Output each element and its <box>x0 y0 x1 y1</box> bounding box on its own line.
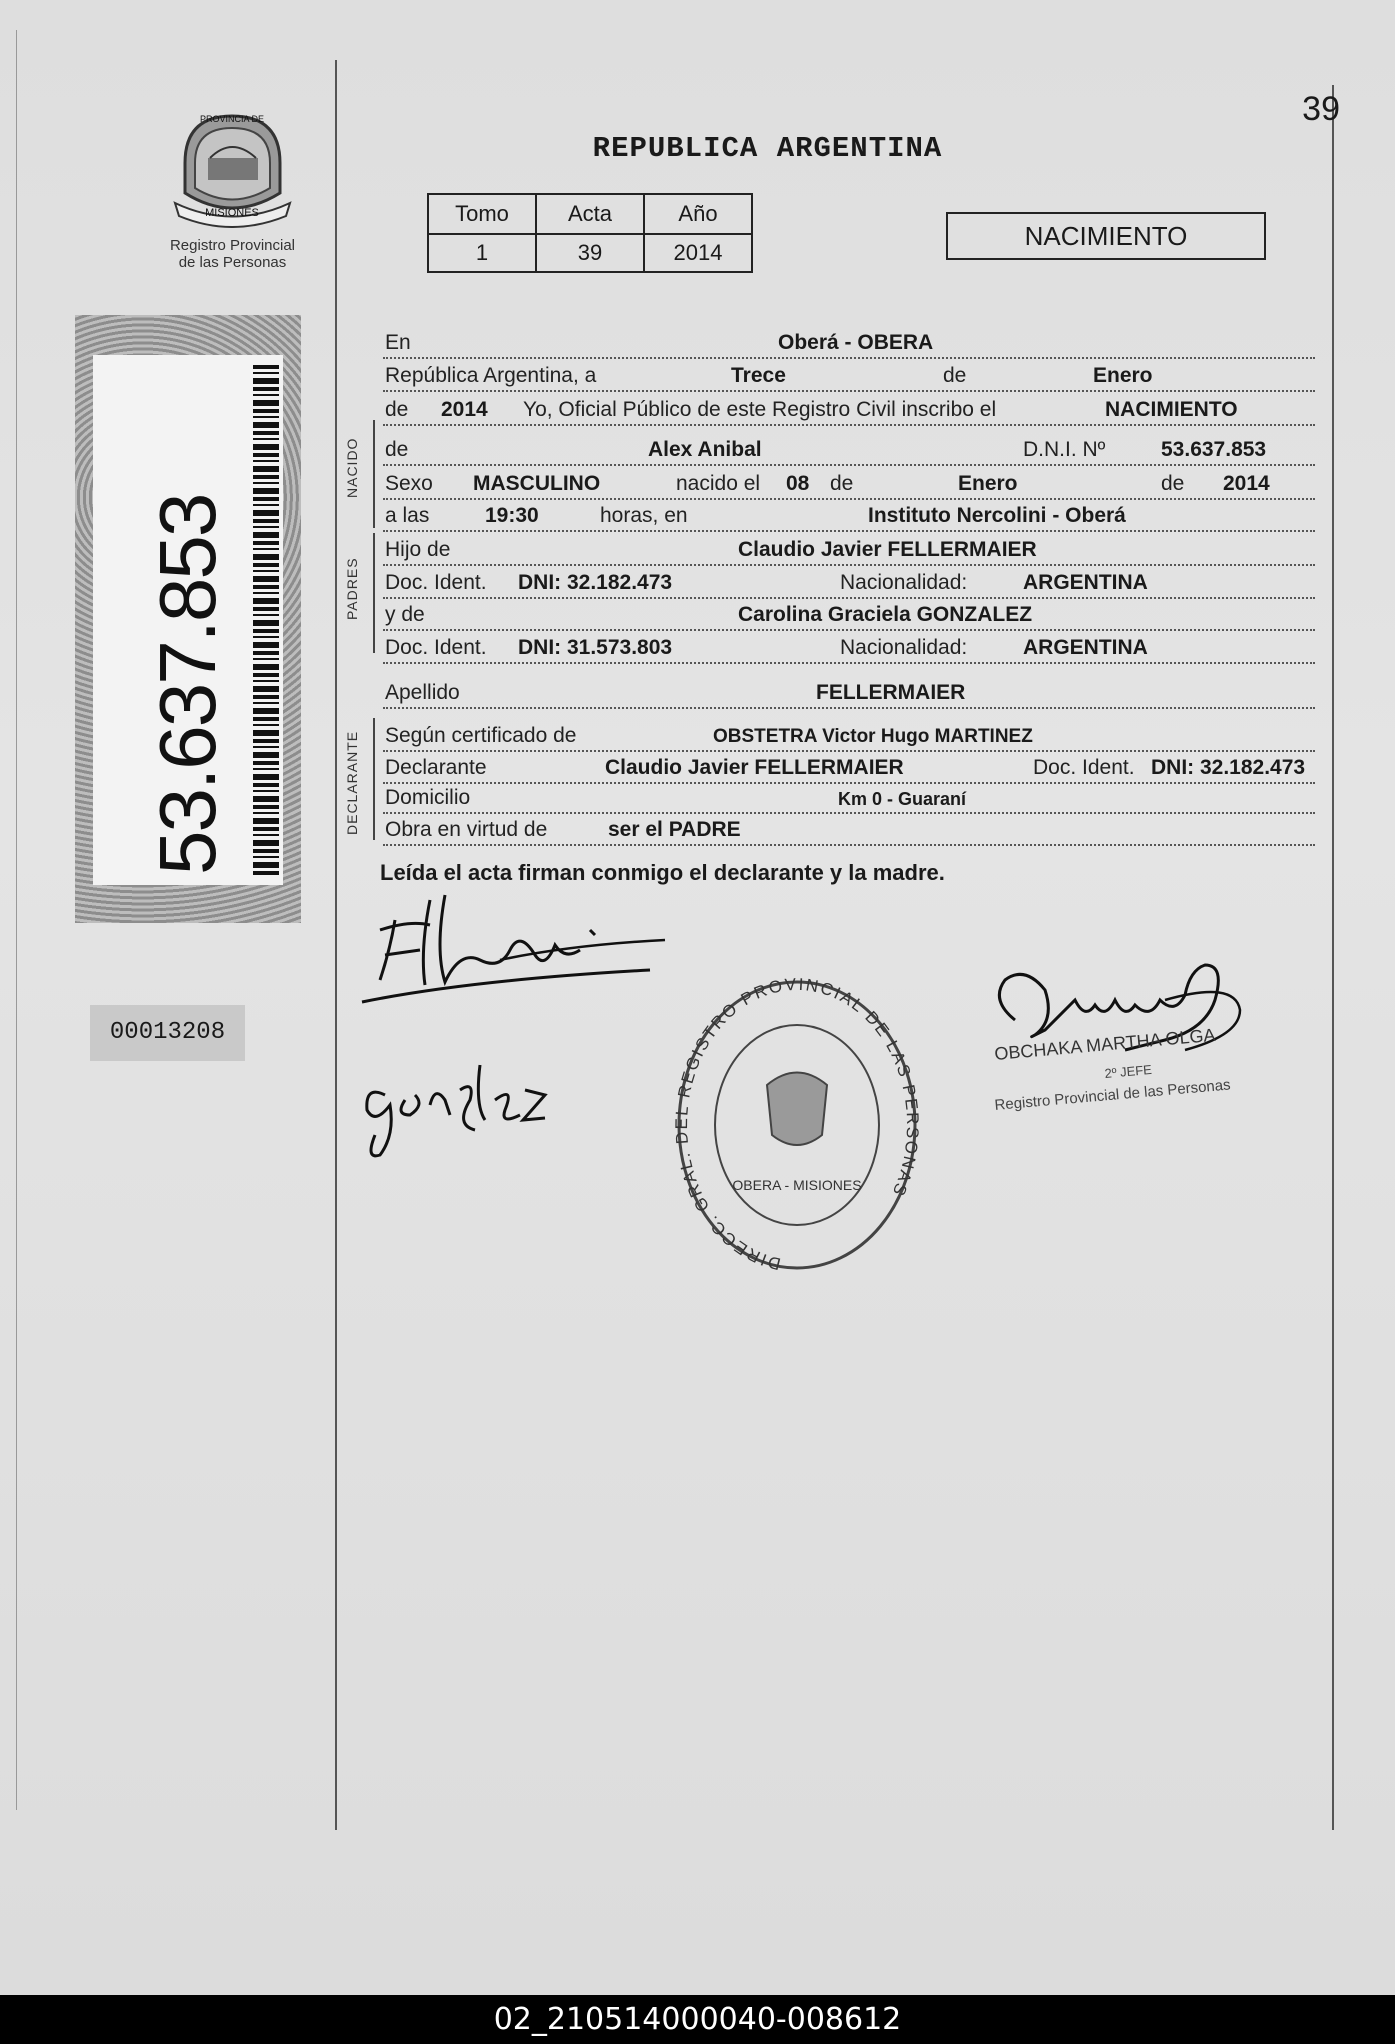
barcode-inner <box>93 355 283 885</box>
lugar-value: Instituto Nercolini - Oberá <box>868 504 1126 527</box>
inscripcion-value: NACIMIENTO <box>1105 398 1238 421</box>
row-obra <box>383 812 1315 846</box>
certificado-label: Según certificado de <box>385 724 577 747</box>
alas-label: a las <box>385 504 430 527</box>
domicilio-label: Domicilio <box>385 786 471 809</box>
nac-dia-value: 08 <box>786 472 810 495</box>
ref-value-acta: 39 <box>536 234 644 272</box>
horas-label: horas, en <box>600 504 688 527</box>
hijo-label: Hijo de <box>385 538 451 561</box>
row-certificado <box>383 718 1315 752</box>
en-label: En <box>385 331 411 354</box>
closing-statement: Leída el acta firman conmigo el declarante y la madre. <box>380 860 945 885</box>
de-label: de <box>943 364 967 387</box>
barcode-bars <box>253 365 279 875</box>
decl-doc-value: DNI: 32.182.473 <box>1151 756 1306 779</box>
official-name: OBCHAKA MARTHA OLGA <box>993 1024 1217 1064</box>
row-hora <box>383 498 1315 532</box>
nac1-label: Nacionalidad: <box>840 571 968 594</box>
ref-value-tomo: 1 <box>428 234 536 272</box>
logo-caption-line2: de las Personas <box>178 254 287 271</box>
padres-section-bracket <box>373 533 375 653</box>
domicilio-value: Km 0 - Guaraní <box>838 789 967 809</box>
doc1-label: Doc. Ident. <box>385 571 487 594</box>
row-nombre <box>383 432 1315 466</box>
de2-label: de <box>385 398 409 421</box>
apellido-value: FELLERMAIER <box>816 681 966 704</box>
barcode-number: 53.637.853 <box>143 494 232 875</box>
row-declarante <box>383 750 1315 784</box>
nac1-value: ARGENTINA <box>1023 571 1148 594</box>
tomo-acta-anio-table <box>427 193 753 273</box>
oficial-text: Yo, Oficial Público de este Registro Civil inscribo el <box>523 398 997 421</box>
hora-value: 19:30 <box>485 504 539 527</box>
padre-value: Claudio Javier FELLERMAIER <box>738 538 1037 561</box>
row-doc2 <box>383 630 1315 664</box>
mother-signature <box>355 1055 555 1165</box>
ref-table-header-row <box>428 194 752 234</box>
ref-header-tomo: Tomo <box>428 194 536 234</box>
declarant-signature <box>350 890 670 1010</box>
dni-label: D.N.I. Nº <box>1023 438 1106 461</box>
stamp-center-text: OBERA - MISIONES <box>732 1177 862 1193</box>
dni-value: 53.637.853 <box>1161 438 1267 461</box>
nombre-value: Alex Anibal <box>648 438 762 461</box>
page-number: 39 <box>1302 90 1340 128</box>
nac-de-label: de <box>830 472 854 495</box>
obra-value: ser el PADRE <box>608 818 741 841</box>
side-label-declarante: DECLARANTE <box>344 730 360 835</box>
row-hijo <box>383 532 1315 566</box>
row-madre <box>383 597 1315 631</box>
registry-round-stamp <box>672 975 922 1275</box>
ref-header-acta: Acta <box>536 194 644 234</box>
declarante-section-bracket <box>373 718 375 840</box>
left-margin-line <box>335 60 337 1830</box>
certificado-value: OBSTETRA Victor Hugo MARTINEZ <box>713 726 1033 747</box>
sexo-value: MASCULINO <box>473 472 601 495</box>
barcode-panel <box>75 315 301 923</box>
serial-number: 00013208 <box>90 1005 245 1061</box>
declarante-label: Declarante <box>385 756 487 779</box>
official-office: Registro Provincial de las Personas <box>993 1076 1232 1114</box>
row-apellido <box>383 675 1315 709</box>
row-doc1 <box>383 565 1315 599</box>
obra-label: Obra en virtud de <box>385 818 548 841</box>
scan-footer-id: 02_210514000040-008612 <box>0 1995 1395 2044</box>
ref-header-anio: Año <box>644 194 752 234</box>
yde-label: y de <box>385 603 425 626</box>
nac-mes-value: Enero <box>958 472 1018 495</box>
outer-left-edge <box>16 30 17 1810</box>
madre-value: Carolina Graciela GONZALEZ <box>738 603 1033 626</box>
doc2-value: DNI: 31.573.803 <box>518 636 673 659</box>
republica-label: República Argentina, a <box>385 364 597 387</box>
stamp-ring-text: DIRECC. GRAL. DEL REGISTRO PROVINCIAL DE LAS PERSONAS <box>672 975 922 1274</box>
side-label-nacido: NACIDO <box>344 437 360 498</box>
ref-value-anio: 2014 <box>644 234 752 272</box>
nombre-label: de <box>385 438 409 461</box>
nacido-label: nacido el <box>676 472 761 495</box>
logo-arc-text: PROVINCIA DE <box>199 114 265 124</box>
misiones-coat-of-arms-logo <box>170 108 295 228</box>
row-en <box>383 325 1315 359</box>
nacido-section-bracket <box>373 420 375 528</box>
official-signature-stamp <box>985 960 1275 1120</box>
nac-anio-value: 2014 <box>1223 472 1270 495</box>
ref-table-value-row <box>428 234 752 272</box>
row-sexo <box>383 466 1315 500</box>
logo-caption <box>150 237 315 271</box>
decl-doc-label: Doc. Ident. <box>1033 756 1135 779</box>
document-title: REPUBLICA ARGENTINA <box>592 132 943 165</box>
nac-de2-label: de <box>1161 472 1185 495</box>
nac2-value: ARGENTINA <box>1023 636 1148 659</box>
dia-value: Trece <box>731 364 786 387</box>
row-oficial <box>383 392 1315 426</box>
logo-ribbon-text: MISIONES <box>205 207 259 219</box>
apellido-label: Apellido <box>385 681 460 704</box>
record-type-box: NACIMIENTO <box>946 212 1266 260</box>
anio-value: 2014 <box>441 398 488 421</box>
declarante-value: Claudio Javier FELLERMAIER <box>605 756 904 779</box>
logo-caption-line1: Registro Provincial <box>169 237 296 254</box>
en-value: Oberá - OBERA <box>778 331 934 354</box>
mes-value: Enero <box>1093 364 1153 387</box>
doc1-value: DNI: 32.182.473 <box>518 571 673 594</box>
official-role: 2º JEFE <box>1103 1061 1153 1081</box>
row-domicilio <box>383 780 1315 814</box>
doc2-label: Doc. Ident. <box>385 636 487 659</box>
side-label-padres: PADRES <box>344 557 360 620</box>
sexo-label: Sexo <box>385 472 433 495</box>
right-margin-line <box>1332 85 1334 1830</box>
row-republica <box>383 358 1315 392</box>
nac2-label: Nacionalidad: <box>840 636 968 659</box>
